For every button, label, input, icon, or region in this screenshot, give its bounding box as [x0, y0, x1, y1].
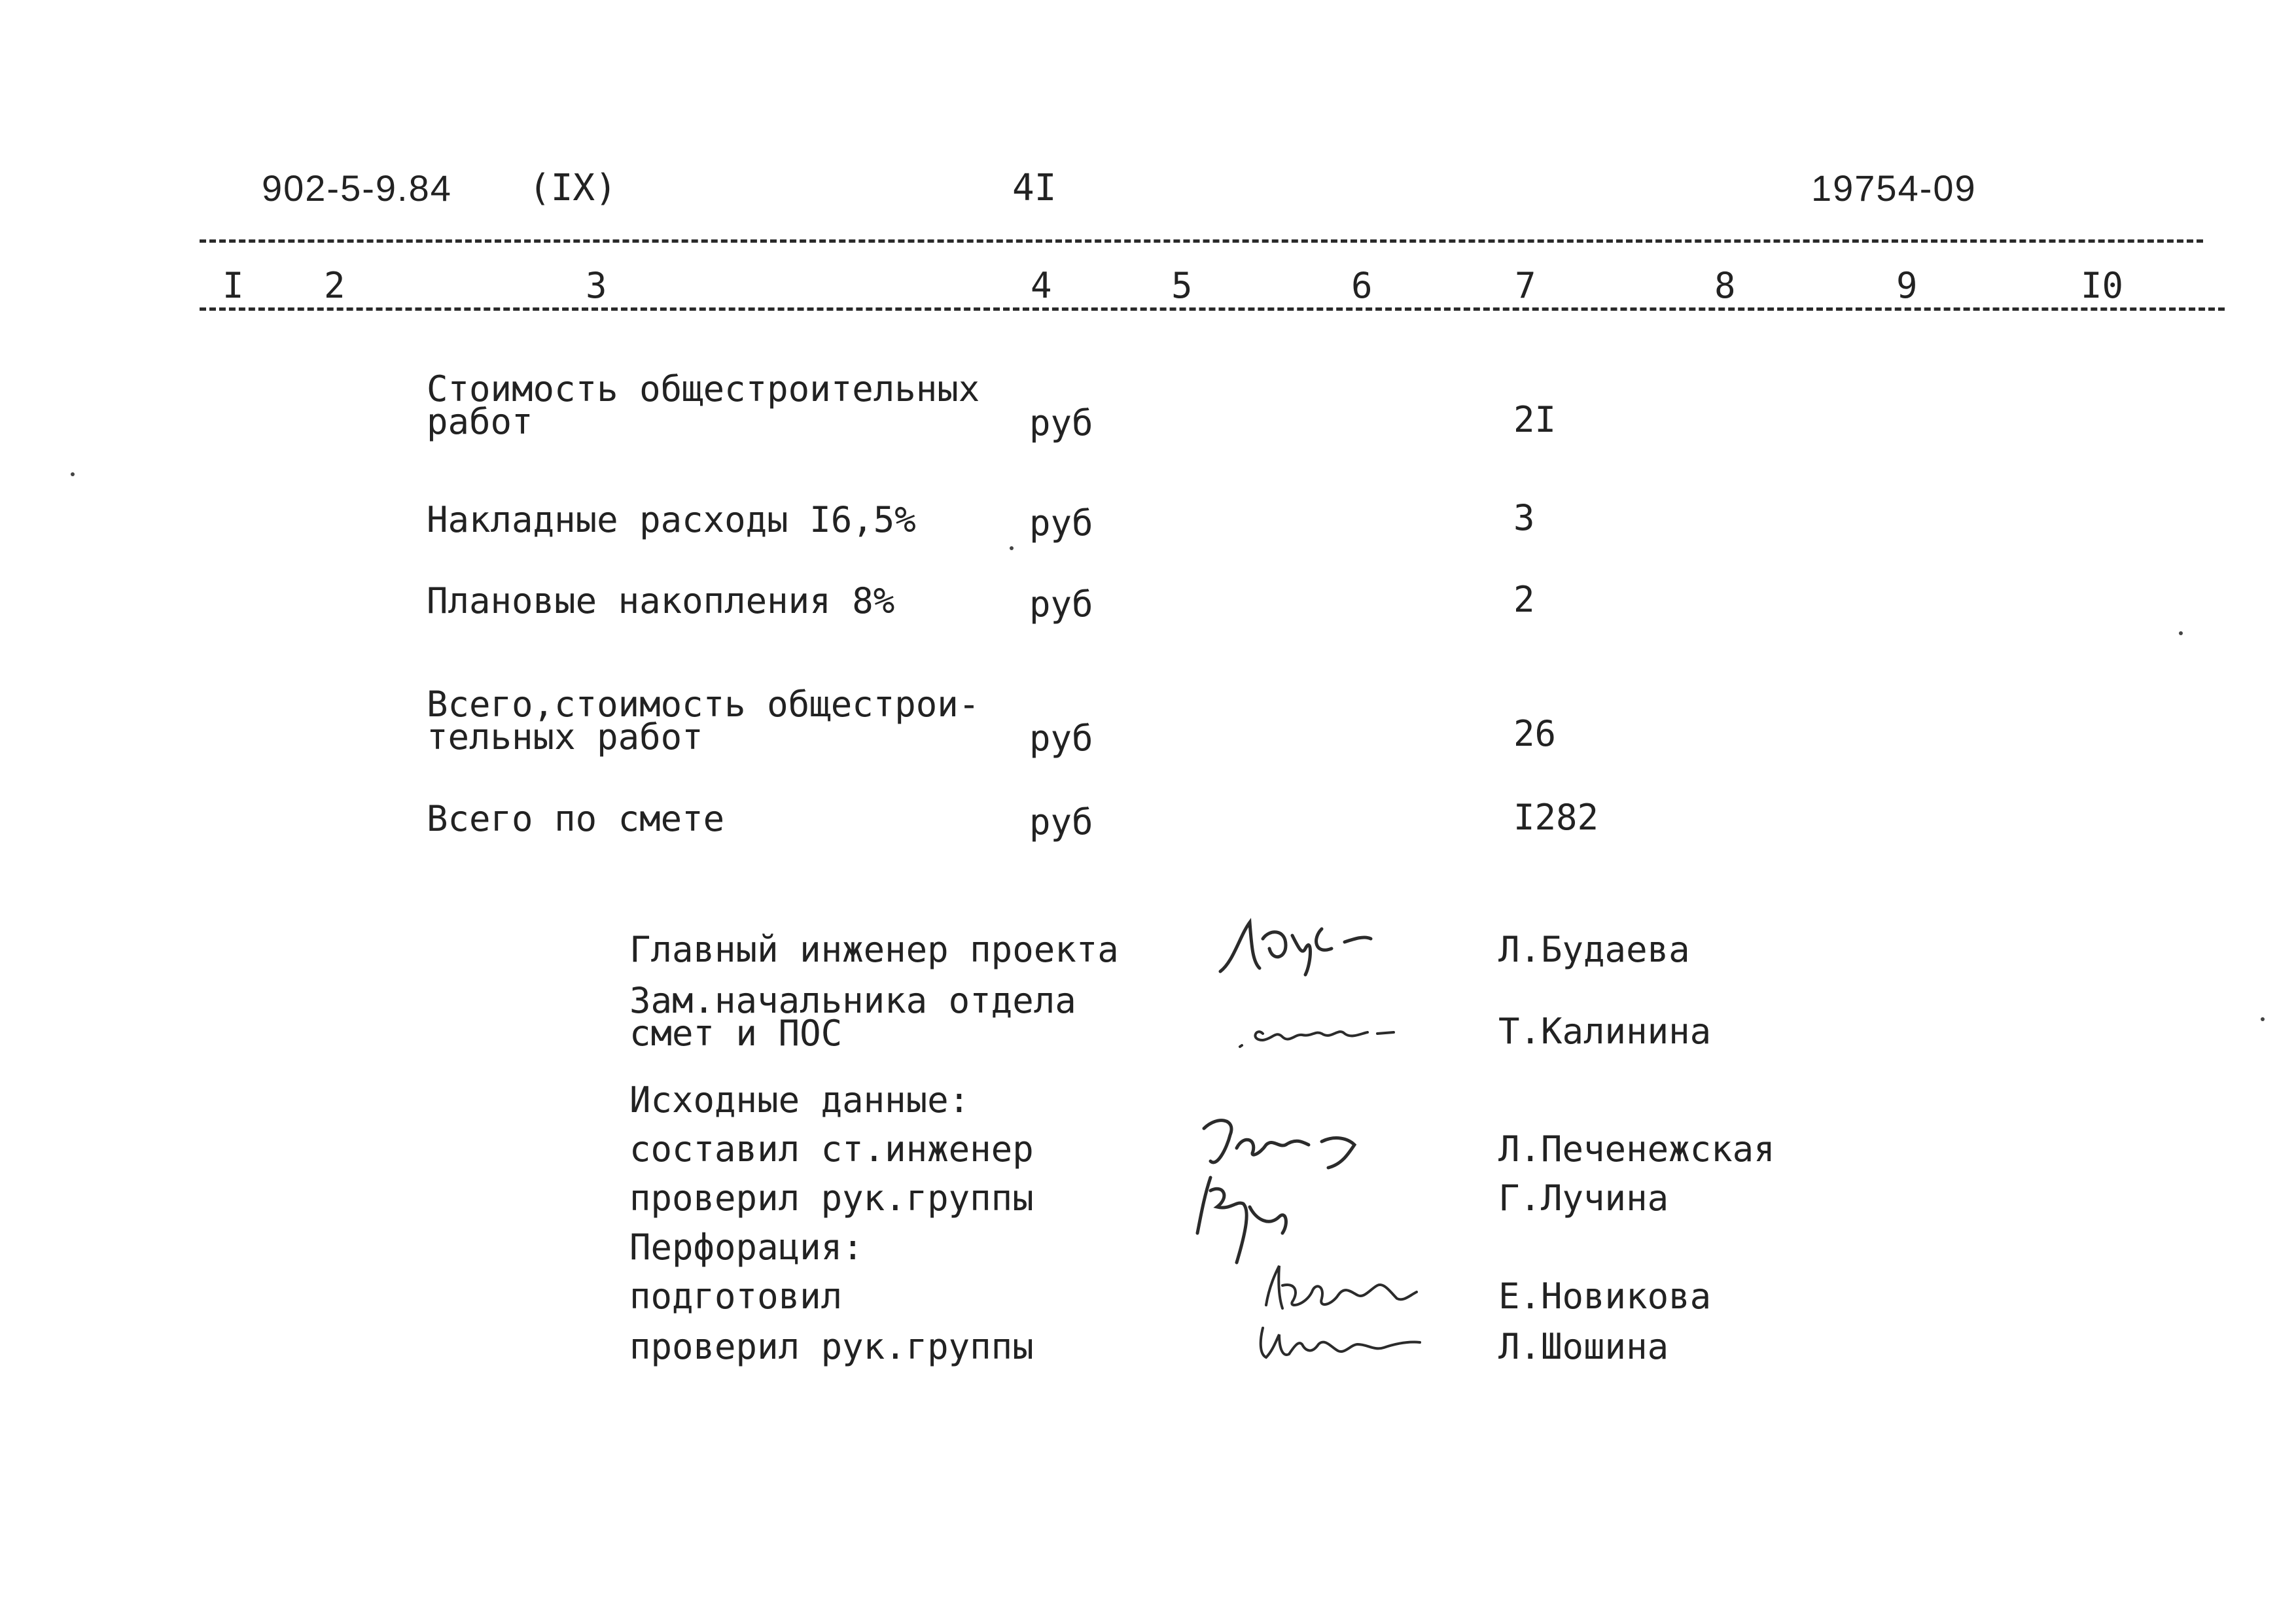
document-number: 19754-09 — [1811, 167, 1977, 209]
scan-speck — [71, 472, 75, 476]
header-divider-top — [200, 239, 2203, 243]
deputy-head-name: Т.Калинина — [1498, 1011, 1712, 1052]
column-number: I — [222, 265, 244, 306]
page-number: 4I — [1012, 167, 1057, 209]
scan-speck — [1010, 546, 1014, 550]
row-unit: руб — [1029, 801, 1093, 843]
prepared-title: подготовил — [629, 1276, 843, 1317]
deputy-head-title: Зам.начальника отдела — [629, 980, 1076, 1021]
checked2-name: Л.Шошина — [1498, 1326, 1669, 1367]
perforation-heading: Перфорация: — [629, 1227, 864, 1268]
checked-name: Г.Лучина — [1498, 1178, 1669, 1219]
column-number: I0 — [2081, 265, 2124, 306]
column-number: 5 — [1171, 265, 1193, 306]
signature-novikova-icon — [1260, 1253, 1430, 1318]
row-label: Всего,стоимость общестрои- — [427, 684, 980, 725]
source-data-heading: Исходные данные: — [629, 1079, 970, 1121]
scan-speck — [2179, 631, 2183, 635]
volume-label: (IX) — [529, 167, 617, 209]
compiled-title: составил ст.инженер — [629, 1128, 1034, 1170]
column-number: 8 — [1714, 265, 1736, 306]
checked2-title: проверил рук.группы — [629, 1326, 1034, 1367]
row-value: 2I — [1513, 399, 1557, 440]
prepared-name: Е.Новикова — [1498, 1276, 1712, 1317]
column-number: 6 — [1351, 265, 1373, 306]
chief-engineer-name: Л.Будаева — [1498, 929, 1690, 970]
row-unit: руб — [1029, 402, 1093, 444]
signature-pechenezhskaya-icon — [1197, 1109, 1381, 1174]
row-label: Плановые накопления 8% — [427, 580, 895, 621]
deputy-head-title: смет и ПОС — [629, 1013, 843, 1054]
row-value: I282 — [1513, 797, 1599, 838]
row-value: 3 — [1513, 497, 1535, 538]
row-unit: руб — [1029, 584, 1093, 625]
row-label: Накладные расходы I6,5% — [427, 499, 916, 540]
compiled-name: Л.Печенежская — [1498, 1128, 1775, 1170]
row-label: Стоимость общестроительных — [427, 368, 980, 410]
signature-budaeva-icon — [1214, 909, 1410, 981]
signature-shoshina-icon — [1253, 1315, 1430, 1367]
column-number: 3 — [586, 265, 607, 306]
column-number-underline — [200, 307, 2225, 311]
row-unit: руб — [1029, 718, 1093, 759]
row-label: работ — [427, 401, 533, 442]
column-number: 9 — [1896, 265, 1918, 306]
scan-speck — [2261, 1017, 2265, 1021]
row-unit: руб — [1029, 502, 1093, 544]
row-value: 26 — [1513, 713, 1557, 754]
project-code: 902-5-9.84 — [262, 167, 452, 209]
column-number: 2 — [324, 265, 345, 306]
column-number: 4 — [1031, 265, 1052, 306]
row-label: тельных работ — [427, 716, 703, 758]
checked-title: проверил рук.группы — [629, 1178, 1034, 1219]
chief-engineer-title: Главный инженер проекта — [629, 929, 1119, 970]
row-label: Всего по смете — [427, 798, 725, 839]
column-number: 7 — [1515, 265, 1536, 306]
signature-kalinina-icon — [1237, 1007, 1420, 1053]
row-value: 2 — [1513, 579, 1535, 620]
